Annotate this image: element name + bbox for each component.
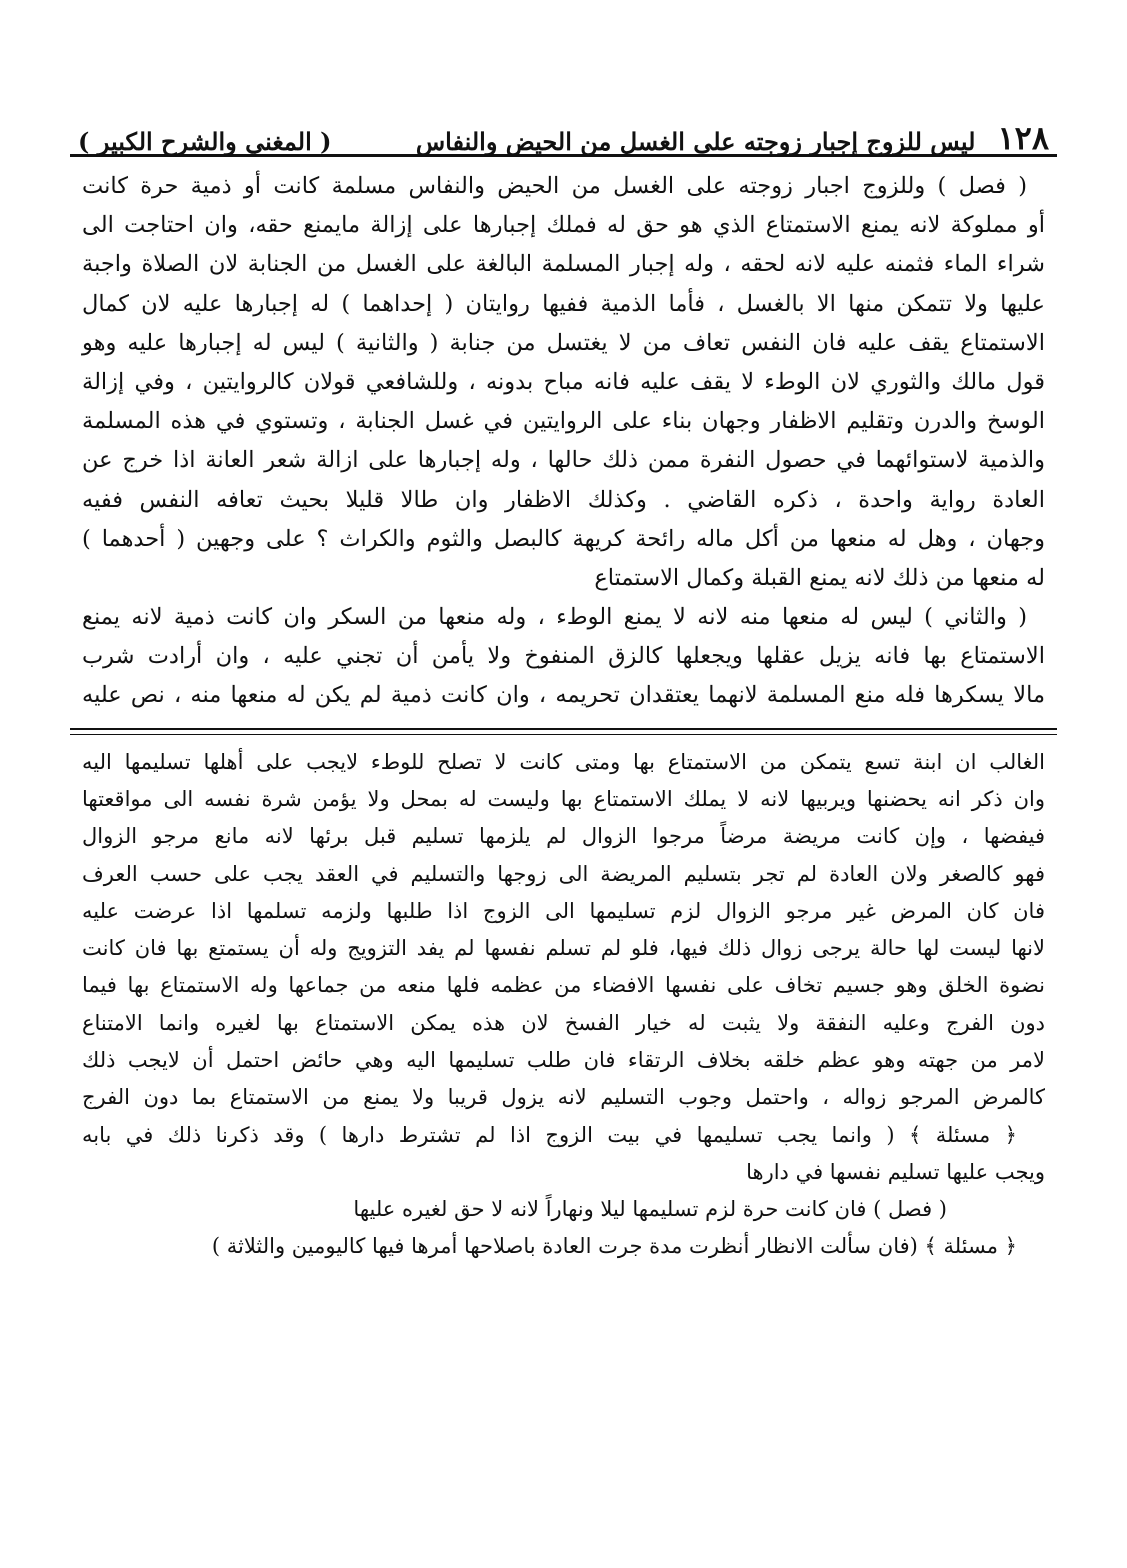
main-text-line: عليها ولا تتمكن منها الا بالغسل ، فأما الذمية ففيها روايتان ( إحداهما ) له إجبارها عليه لان كمال [82,290,1045,317]
commentary-line: ﴿ مسئلة ﴾ ( وانما يجب تسليمها في بيت الزوج اذا لم تشترط دارها ) وقد ذكرنا ذلك في بابه [82,1122,1017,1147]
commentary-line: ( فصل ) فان كانت حرة لزم تسليمها ليلا ونهاراً لانه لا حق لغيره عليها [353,1197,947,1222]
main-text-line: والذمية لاستوائهما في حصول النفرة ممن ذلك حالها ، وله إجبارها على ازالة شعر العانة اذا خرج عن [82,447,1045,474]
section-divider [70,728,1057,730]
commentary-line: فيفضها ، وإن كانت مريضة مرضاً مرجوا الزوال لم يلزمها تسليم قبل برئها لانه مانع مرجو الزوال [82,824,1045,849]
commentary-line: لانها ليست لها حالة يرجى زوال ذلك فيها، فلو لم تسلم نفسها لم يفد التزويج وله أن يستمتع بها فان كانت [82,936,1045,961]
commentary-line: دون الفرج وعليه النفقة ولا يثبت له خيار الفسخ لان هذه يمكن الاستمتاع بها لغيره وانما الامتناع [82,1010,1045,1035]
main-text-line: قول مالك والثوري لان الوطء لا يقف عليه فانه مباح بدونه ، وللشافعي قولان كالروايتين ، وفي إزالة [82,368,1045,395]
main-text-line: العادة رواية واحدة ، ذكره القاضي . وكذلك الاظفار وان طالا قليلا بحيث تعافه النفس ففيه [82,486,1045,513]
main-text-line: ( فصل ) وللزوج اجبار زوجته على الغسل من الحيض والنفاس مسلمة كانت أو ذمية حرة كانت [82,173,1027,199]
main-text-line: الوسخ والدرن وتقليم الاظفار وجهان بناء على الروايتين في غسل الجنابة ، وتستوي في هذه المسلمة [82,408,1045,435]
commentary-line: ويجب عليها تسليم نفسها في دارها [746,1159,1045,1184]
commentary-line: فان كان المرض غير مرجو الزوال لزم تسليمها الى الزوج اذا طلبها ولزمه تسلمها اذا عرضت عليه [82,898,1045,923]
commentary-line: كالمرض المرجو زواله ، واحتمل وجوب التسليم لانه يزول قريبا ولا يمنع من الاستمتاع بما دون الفرج [82,1085,1045,1110]
main-text-line: الاستمتاع يقف عليه فان النفس تعاف من لا يغتسل من جنابة ( والثانية ) ليس له إجبارها عليه وهو [82,329,1045,356]
page-number: ١٢٨ [997,119,1049,157]
main-text-line: له منعها من ذلك لانه يمنع القبلة وكمال الاستمتاع [594,564,1045,591]
running-title: ليس للزوج إجبار زوجته على الغسل من الحيض والنفاس [415,127,976,156]
main-text-line: شراء الماء فثمنه عليه لانه لحقه ، وله إجبار المسلمة البالغة على الغسل من الجنابة لان الصلاة واجبة [82,251,1045,278]
commentary-line: وان ذكر انه يحضنها ويربيها لانه لا يملك الاستمتاع بها وليست له بمحل ولا يؤمن شرة نفسه الى مواقعتها [82,786,1045,811]
commentary-line: نضوة الخلق وهو جسيم تخاف على نفسها الافضاء من عظمه فلها منعه من جماعها وله الاستمتاع بها فيما [82,973,1045,998]
main-text-block [70,167,1057,716]
main-text-line: أو مملوكة لانه يمنع الاستمتاع الذي هو حق له فملك إجبارها على إزالة مايمنع حقه، وان احتاجت الى [82,212,1045,239]
commentary-line: فهو كالصغر ولان العادة لم تجر بتسليم المريضة الى زوجها والتسليم في العقد يجب على حسب العرف [82,861,1045,886]
commentary-block [70,744,1057,1266]
commentary-line: ﴿ مسئلة ﴾ (فان سألت الانظار أنظرت مدة جرت العادة باصلاحها أمرها فيها كاليومين والثلاثة ) [211,1234,1017,1259]
main-text-line: الاستمتاع بها فانه يزيل عقلها ويجعلها كالزق المنفوخ ولا يأمن أن تجني عليه ، وان أرادت شرب [82,643,1045,670]
commentary-line: الغالب ان ابنة تسع يتمكن من الاستمتاع بها ومتى كانت لا تصلح للوطء لايجب على أهلها تسليمها اليه [82,749,1045,774]
main-text-line: ( والثاني ) ليس له منعها منه لانه لا يمنع الوطء ، وله منعها من السكر وان كانت ذمية لانه يمنع [82,604,1027,631]
page-header [70,110,1057,157]
main-text-line: وجهان ، وهل له منعها من أكل ماله رائحة كريهة كالبصل والثوم والكراث ؟ على وجهين ( أحدهما ) [82,525,1045,552]
commentary-line: لامر من جهته وهو عظم خلقه بخلاف الرتقاء فان طلب تسليمها اليه وهي حائض احتمل أن لايجب ذلك [82,1048,1045,1072]
main-text-line: مالا يسكرها فله منع المسلمة لانهما يعتقدان تحريمه ، وان كانت ذمية لم يكن له منعها منه ، نص عليه [82,682,1045,709]
book-title: ( المغني والشرح الكبير ) [78,127,332,156]
